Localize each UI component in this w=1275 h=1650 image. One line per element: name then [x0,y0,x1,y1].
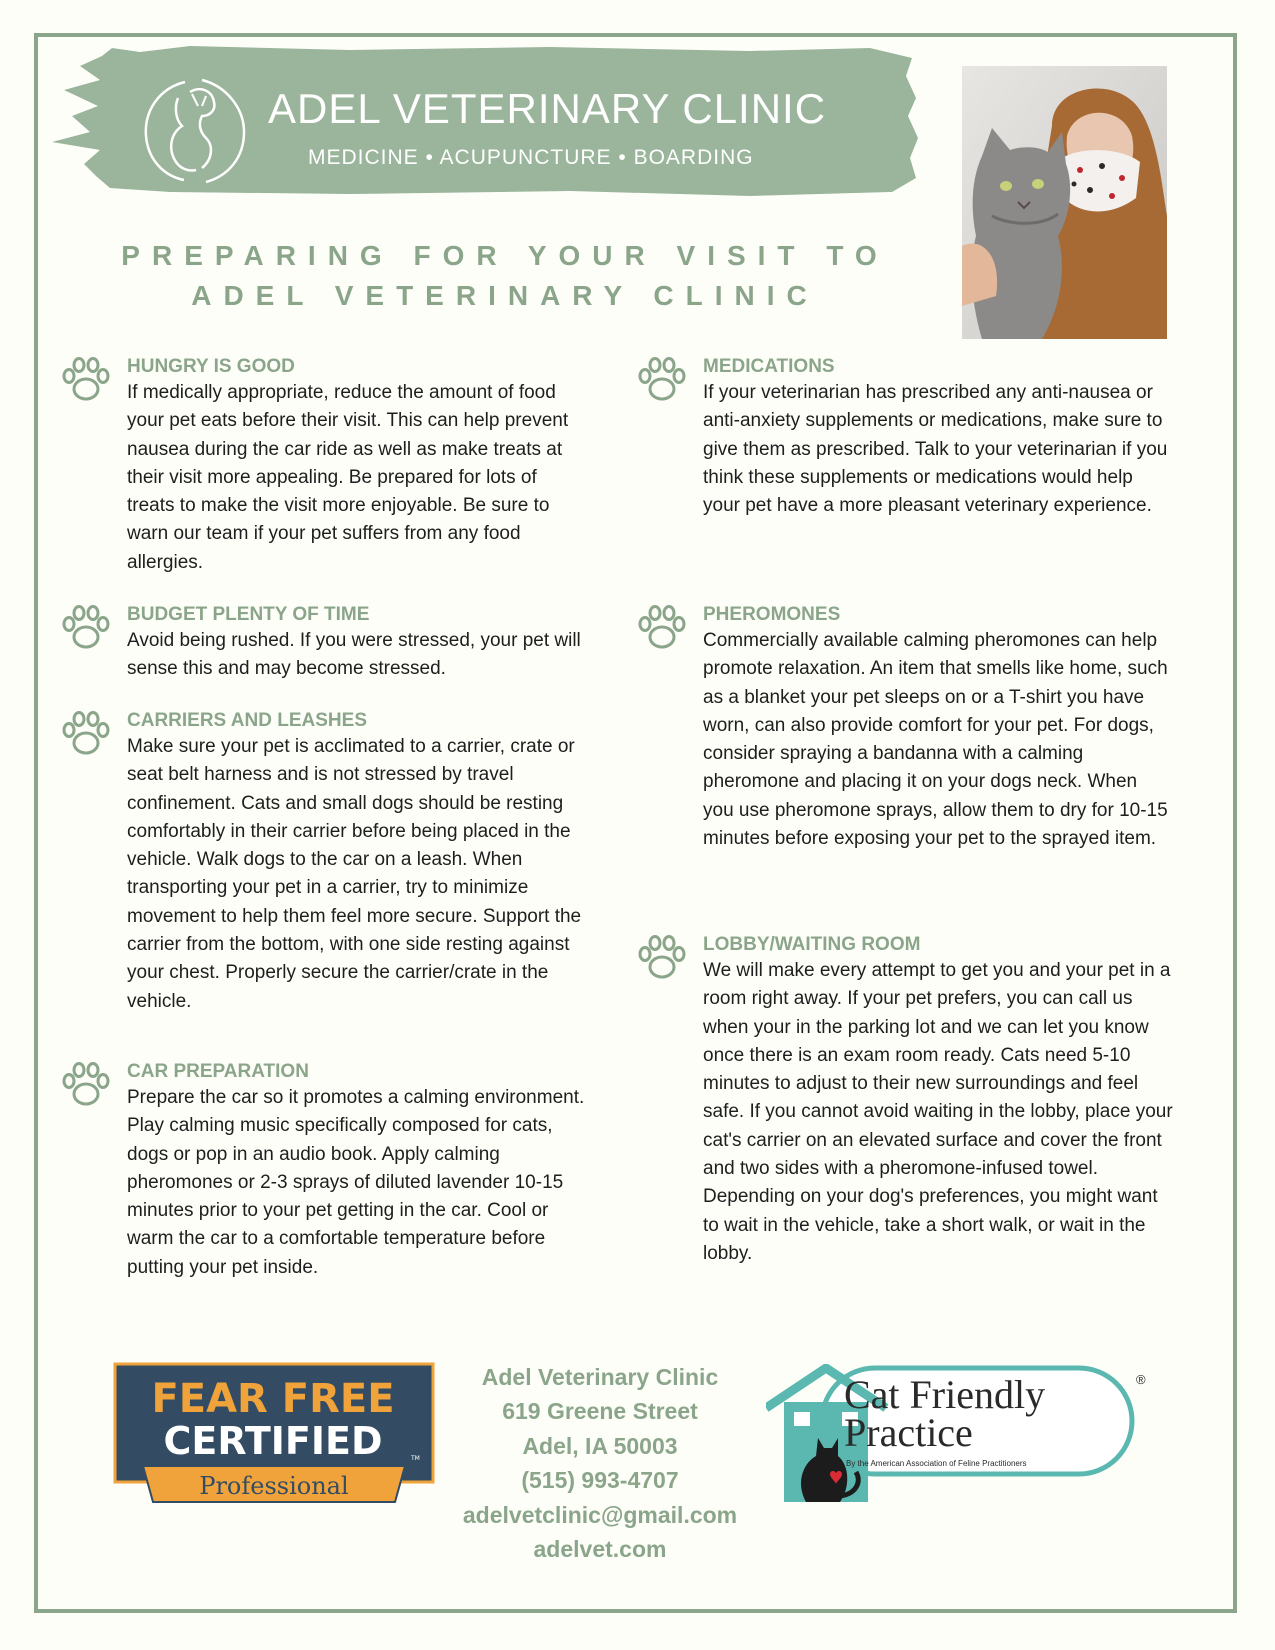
fear-free-line2: CERTIFIED [163,1419,383,1463]
contact-phone[interactable]: (515) 993-4707 [521,1467,679,1494]
section-car-preparation [127,1060,587,1282]
services-tagline: MEDICINE • ACUPUNCTURE • BOARDING [308,146,754,169]
paw-icon [636,934,688,982]
contact-name: Adel Veterinary Clinic [481,1364,719,1390]
fear-free-tm: TM [411,1455,420,1462]
fear-free-line1: FEAR FREE [151,1376,395,1422]
section-body: Commercially available calming pheromones can help promote relaxation. An item that smells like home, such as a blanket your pet sleeps on or a T-shirt you have worn, can also provide comfort for your pet. For dogs, consider spraying a bandanna with a calming pheromone and placing it on your dogs neck. When you use pheromone sprays, allow them to dry for 10-15 minutes before exposing your pet to the sprayed item. [703,630,1168,850]
section-pheromones [703,603,1173,853]
section-body: Prepare the car so it promotes a calming environment. Play calming music specifically composed for cats, dogs or pop in an audio book. Apply calming pheromones or 2-3 sprays of diluted lavender 10-15 minutes prior to your pet getting in the car. Cool or warm the car to a comfortable temperature before putting your pet inside. [127,1087,585,1278]
page-heading-line-2: ADEL VETERINARY CLINIC [191,280,819,311]
fear-free-line3: Professional [199,1472,349,1500]
section-body: We will make every attempt to get you and your pet in a room right away. If your pet prefers, you can call us when your in the parking lot and we can let you know once there is an exam room ready. Cats need 5-10 minutes to adjust to their new surroundings and feel safe. If you cannot avoid waiting in the lobby, place your cat's carrier on an elevated surface and cover the front and two sides with a pheromone-infused towel. Depending on your dog's preferences, you might want to wait in the vehicle, take a short walk, or wait in the lobby. [703,960,1173,1264]
section-body: If medically appropriate, reduce the amount of food your pet eats before their visit. This can help prevent nausea during the car ride as well as make treats at their visit more appealing. Be prepared for lots of treats to make the visit more enjoyable. Be sure to warn our team if your pet suffers from any food allergies. [127,382,569,573]
page-heading-line-1: PREPARING FOR YOUR VISIT TO [121,240,889,271]
paw-icon [60,1061,112,1109]
paw-icon [636,604,688,652]
paw-icon [636,356,688,404]
cat-friendly-subtitle: By the American Association of Feline Practitioners [846,1459,1027,1468]
cat-friendly-practice-badge [766,1364,1152,1506]
contact-street: 619 Greene Street [502,1398,698,1425]
section-budget-plenty-of-time [127,603,587,684]
section-title: CAR PREPARATION [127,1061,309,1082]
section-lobby-waiting-room [703,933,1173,1268]
section-title: HUNGRY IS GOOD [127,356,295,377]
section-medications [703,355,1173,520]
contact-city: Adel, IA 50003 [522,1432,678,1459]
cat-friendly-line1: Cat Friendly [844,1372,1046,1417]
dog-and-cat-outline-logo-icon [140,76,250,186]
section-body: If your veterinarian has prescribed any anti-nausea or anti-anxiety supplements or medications, make sure to give them as prescribed. Talk to your veterinarian if you think these supplements or medications would help your pet have a more pleasant veterinary experience. [703,382,1168,517]
paw-icon [60,604,112,652]
section-hungry-is-good [127,355,587,577]
paw-icon [60,356,112,404]
section-carriers-and-leashes [127,709,587,1016]
section-title: BUDGET PLENTY OF TIME [127,604,370,625]
section-title: PHEROMONES [703,604,841,625]
paw-icon [60,710,112,758]
contact-website[interactable]: adelvet.com [533,1536,667,1563]
cat-friendly-line2: Practice [844,1410,973,1455]
section-body: Make sure your pet is acclimated to a carrier, crate or seat belt harness and is not stressed by travel confinement. Cats and small dogs should be resting comfortably in their carrier before being placed in the vehicle. Walk dogs to the car on a leash. When transporting your pet in a carrier, try to minimize movement to help them feel more secure. Support the carrier from the bottom, with one side resting against your chest. Properly secure the carrier/crate in the vehicle. [127,736,582,1012]
staff-with-cat-photo [962,66,1167,339]
page-heading [80,236,930,316]
section-body: Avoid being rushed. If you were stressed, your pet will sense this and may become stressed. [127,630,581,680]
fear-free-certified-badge [113,1362,435,1504]
clinic-name: ADEL VETERINARY CLINIC [268,85,827,132]
section-title: MEDICATIONS [703,356,835,377]
cat-friendly-registered: ® [1136,1372,1146,1387]
contact-email[interactable]: adelvetclinic@gmail.com [462,1501,738,1528]
clinic-contact-block [440,1360,760,1566]
section-title: CARRIERS AND LEASHES [127,710,367,731]
section-title: LOBBY/WAITING ROOM [703,934,921,955]
